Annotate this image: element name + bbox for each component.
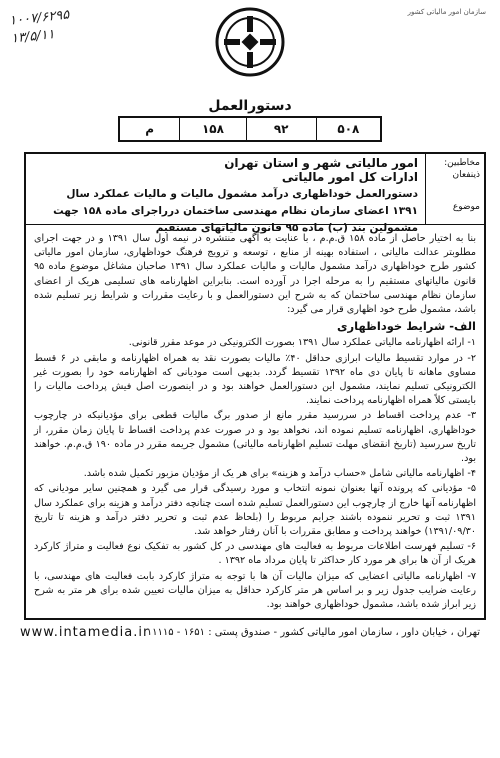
- recipients-label: مخاطبین:: [444, 158, 480, 168]
- intro-paragraph: بنا به اختیار حاصل از ماده ۱۵۸ ق.م.م ، با عنایت به آگهی منتشره در نیمه اول سال ۱۳۹۱ و در جهت اجرای مطلوبتر عدالت مالیاتی ، استفاده بهینه از منابع ، توسعه و ترویج فرهنگ خوداظهاری، سازمان امور مالیاتی کشور طرح خوداظهاری درآمد مشمول مالیات و مالیات عملکرد سال ۱۳۹۱ صاحبان مشاغل موضوع ماده ۹۵ قانون مالیاتهای مستقیم را به مرحله اجرا در آورده است. بنابراین اظهارنامه های تسلیمی هریک از اعضای سازمان نظام مهندسی ساختمان که به شرح این دستورالعمل و با رعایت مقررات و شرایط زیر تسلیم شده باشد، مشمول طرح خود اظهاری قرار می گیرد:: [34, 233, 476, 316]
- addressee-row: [26, 154, 484, 234]
- subject-label: موضوع: [452, 202, 480, 212]
- condition-item-5: ۵- مؤدیانی که پرونده آنها بعنوان نمونه انتخاب و مورد رسیدگی قرار می گیرد و همچنین سایر مودیانی که اظهارنامه آنها خارج از چارچوب این دستورالعمل تسلیم شده است چنانچه دفتر درآمد و هزینه برای عملکرد سال ۱۳۹۱ ثبت و تحریر ننموده باشند جرایم مربوط را (بلحاظ عدم ثبت و تحریر دفتر درآمد و هزینه تا تاریخ ۱۳۹۱/۰۹/۳۰) خواهند پرداخت و مطابق مقررات با آنان رفتار خواهد شد.: [34, 483, 476, 538]
- document-body: [34, 232, 476, 613]
- organization-logo-icon: [214, 6, 286, 78]
- page-footer: [20, 625, 480, 647]
- subject-text: دستورالعمل خوداظهاری درآمد مشمول مالیات و مالیات عملکرد سال ۱۳۹۱ اعضای سازمان نظام مهندسی ساختمان درراجرای ماده ۱۵۸ جهت مشمولین بند (ب) ماده ۹۵ قانون مالیاتهای مستقیم: [53, 188, 418, 234]
- header-organization-text: سازمان امور مالیاتی کشور: [407, 8, 486, 16]
- doc-type: م: [145, 122, 155, 136]
- condition-item-1: ۱- ارائه اظهارنامه مالیاتی عملکرد سال ۱۳۹۱ بصورت الکترونیکی در موعد مقرر قانونی.: [128, 337, 476, 349]
- label-column: [425, 154, 484, 224]
- beneficiaries-label: ذینفعان: [452, 170, 480, 180]
- addressee-1: امور مالیاتی شهر و استان تهران: [224, 156, 418, 170]
- condition-item-7: ۷- اظهارنامه مالیاتی اعضایی که میزان مالیات آن ها با توجه به متراژ کارکرد بابت فعالیت های مهندسی، با رعایت ضرایب جدول زیر و بر اساس هر متر کارکرد حداقل به میزان مالیات تعیین شده برای هر متر به شرح زیر ابراز شده باشد، مشمول خوداظهاری خواهند بود.: [34, 570, 476, 611]
- instruction-form: [24, 152, 486, 620]
- condition-item-4: ۴- اظهارنامه مالیاتی شامل «حساب درآمد و هزینه» برای هر یک از مؤدیان مزبور تکمیل شده باشد.: [83, 468, 476, 480]
- condition-item-3: ۳- عدم پرداخت اقساط در سررسید مقرر مانع از صدور برگ مالیات قطعی برای مؤدیانیکه در چارچوب خوداظهاری، اظهارنامه تسلیم نموده اند، نخواهد بود و در صورت عدم پرداخت اقساط تا پایان زمان مقرر، از تاریخ سررسید (تاریخ انقضای مهلت تسلیم اظهارنامه مالیاتی) مشمول جریمه مقرر در ماده ۱۹۰ ق.م.م. خواهند بود.: [34, 410, 476, 465]
- condition-item-6: ۶- تسلیم فهرست اطلاعات مربوط به فعالیت های مهندسی در کل کشور به تفکیک نوع فعالیت و متراژ کارکرد هریک از آن ها برای هر مورد کار حداکثر تا پایان مرداد ماه ۱۳۹۲ .: [34, 541, 476, 567]
- document-number-table: [118, 116, 382, 142]
- website-link[interactable]: www.intamedia.ir: [20, 625, 150, 640]
- addressee-2: ادارات کل امور مالیاتی: [281, 170, 418, 184]
- postal-address: تهران ، خیابان داور ، سازمان امور مالیاتی کشور - صندوق پستی : ۱۶۵۱ - ۱۱۱۱۵: [146, 627, 480, 638]
- section-heading: الف- شرایط خوداظهاری: [336, 319, 476, 334]
- handwritten-line-1: ۱۰۰۷/۶۲۹۵: [8, 7, 70, 29]
- handwritten-line-2: ۱۳/۵/۱۱: [10, 27, 56, 47]
- doc-page: ۱۵۸: [179, 118, 245, 140]
- doc-year: ۹۲: [246, 118, 316, 140]
- doc-number: ۵۰۸: [316, 118, 380, 140]
- handwritten-note: [8, 3, 101, 48]
- condition-item-2: ۲- در موارد تقسیط مالیات ابرازی حداقل ۴۰٪ مالیات بصورت نقد به همراه اظهارنامه و مابقی در ۶ قسط مساوی ماهانه تا پایان دی ماه ۱۳۹۲ تقسیط گردد. بدیهی است مودیانی که اظهارنامه خود را بصورت غیر الکترونیکی تسلیم نمایند، مشمول این دستورالعمل خواهند بود و در اینصورت اصل فیش پرداخت مالیات را بایستی کلاً همراه اظهارنامه پرداخت نمایند.: [34, 352, 476, 407]
- document-title: دستورالعمل: [208, 98, 292, 114]
